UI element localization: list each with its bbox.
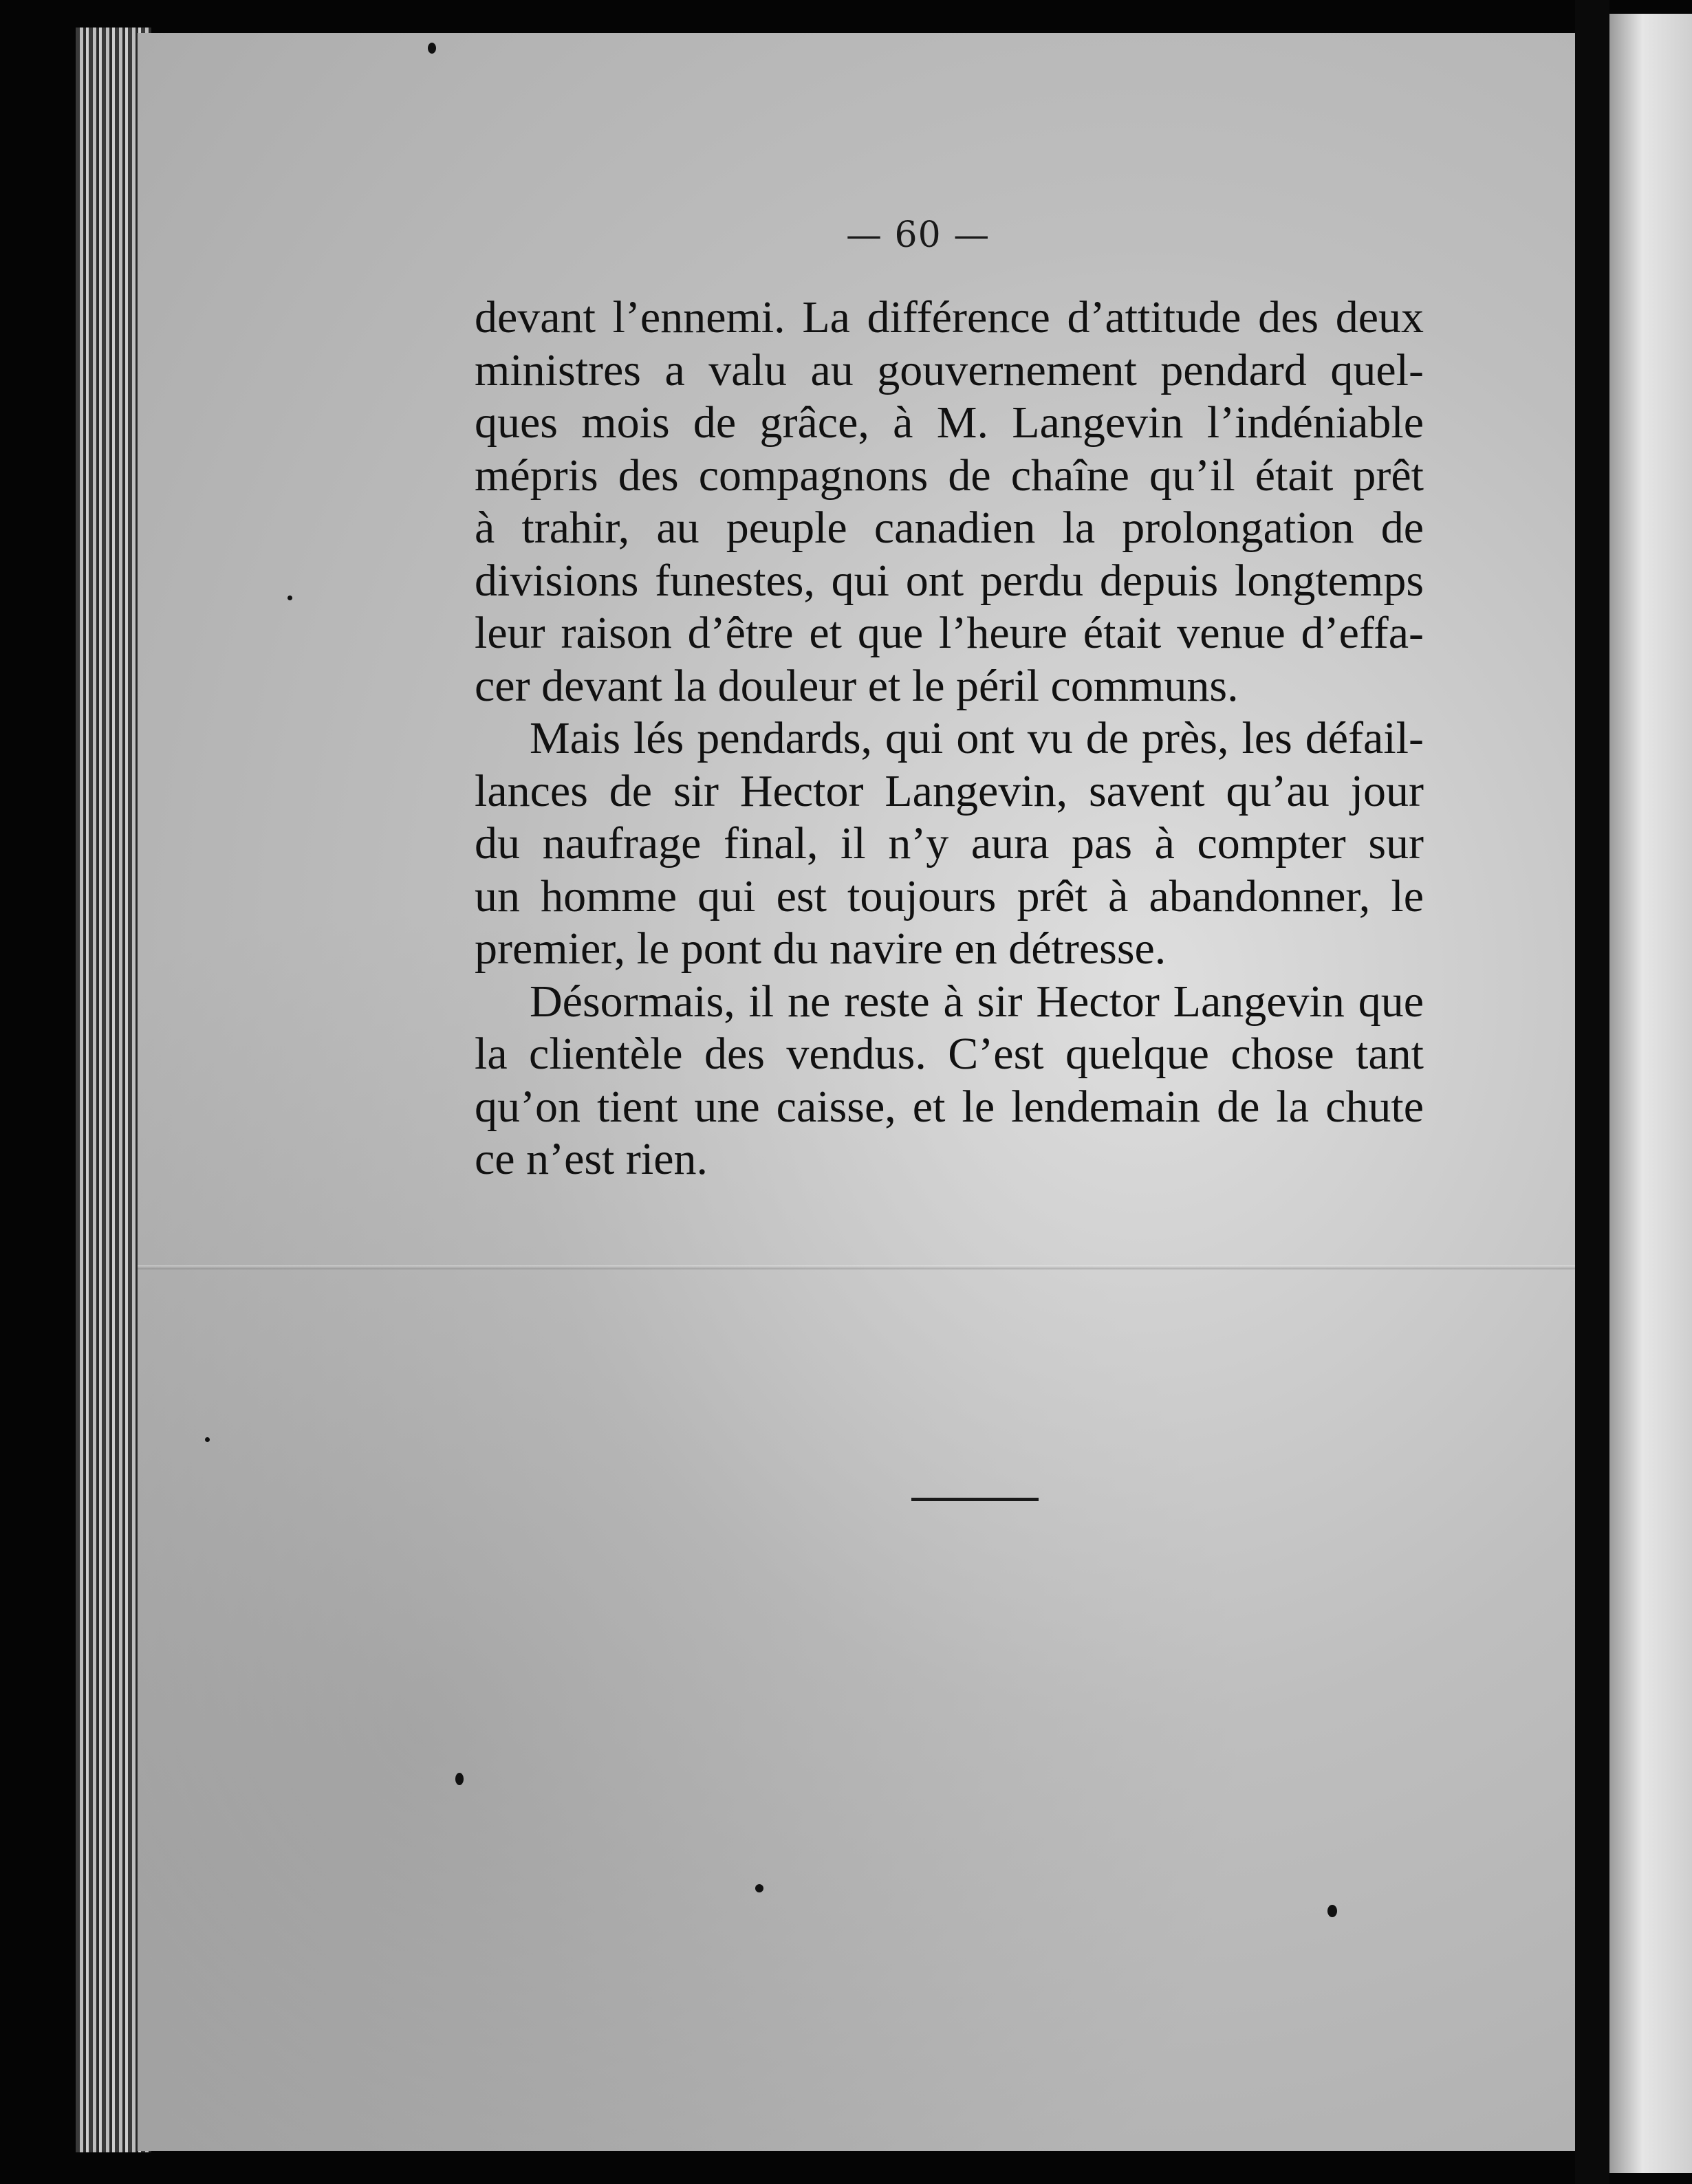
text-line: du naufrage final, il n’y aura pas à compter sur [475,818,1424,869]
ink-speck [1327,1905,1337,1917]
text-line: la clientèle des vendus. C’est quelque chose tant [475,1029,1424,1079]
page-crease [138,1265,1575,1269]
text-line: un homme qui est toujours prêt à abandonner, le [475,871,1424,921]
text-line: ministres a valu au gouvernement pendard quel- [475,345,1424,395]
ink-speck [205,1437,210,1442]
text-line: lances de sir Hector Langevin, savent qu’au jour [475,765,1424,816]
text-line: leur raison d’être et que l’heure était venue d’effa- [475,608,1424,658]
section-end-rule [911,1498,1039,1501]
body-text [475,292,1424,1186]
ink-speck [428,43,436,54]
ink-speck [455,1773,464,1785]
text-line: ques mois de grâce, à M. Langevin l’indéniable [475,397,1424,448]
ink-speck [755,1884,763,1892]
page-number: — 60 — [846,215,990,256]
ink-speck [288,596,292,600]
text-line: Mais lés pendards, qui ont vu de près, les défail- [530,713,1424,763]
text-line: à trahir, au peuple canadien la prolongation de [475,503,1424,553]
book-gutter [1575,0,1609,2184]
text-line: cer devant la douleur et le péril communs. [475,660,1239,711]
text-line: qu’on tient une caisse, et le lendemain de la chute [475,1081,1424,1132]
text-line: divisions funestes, qui ont perdu depuis longtemps [475,555,1424,606]
text-line: devant l’ennemi. La différence d’attitude des deux [475,292,1424,342]
text-line: Désormais, il ne reste à sir Hector Langevin que [530,976,1424,1027]
text-line: mépris des compagnons de chaîne qu’il était prêt [475,450,1424,501]
text-line: premier, le pont du navire en détresse. [475,924,1167,974]
next-page-edge [1609,14,1692,2173]
text-line: ce n’est rien. [475,1134,708,1184]
